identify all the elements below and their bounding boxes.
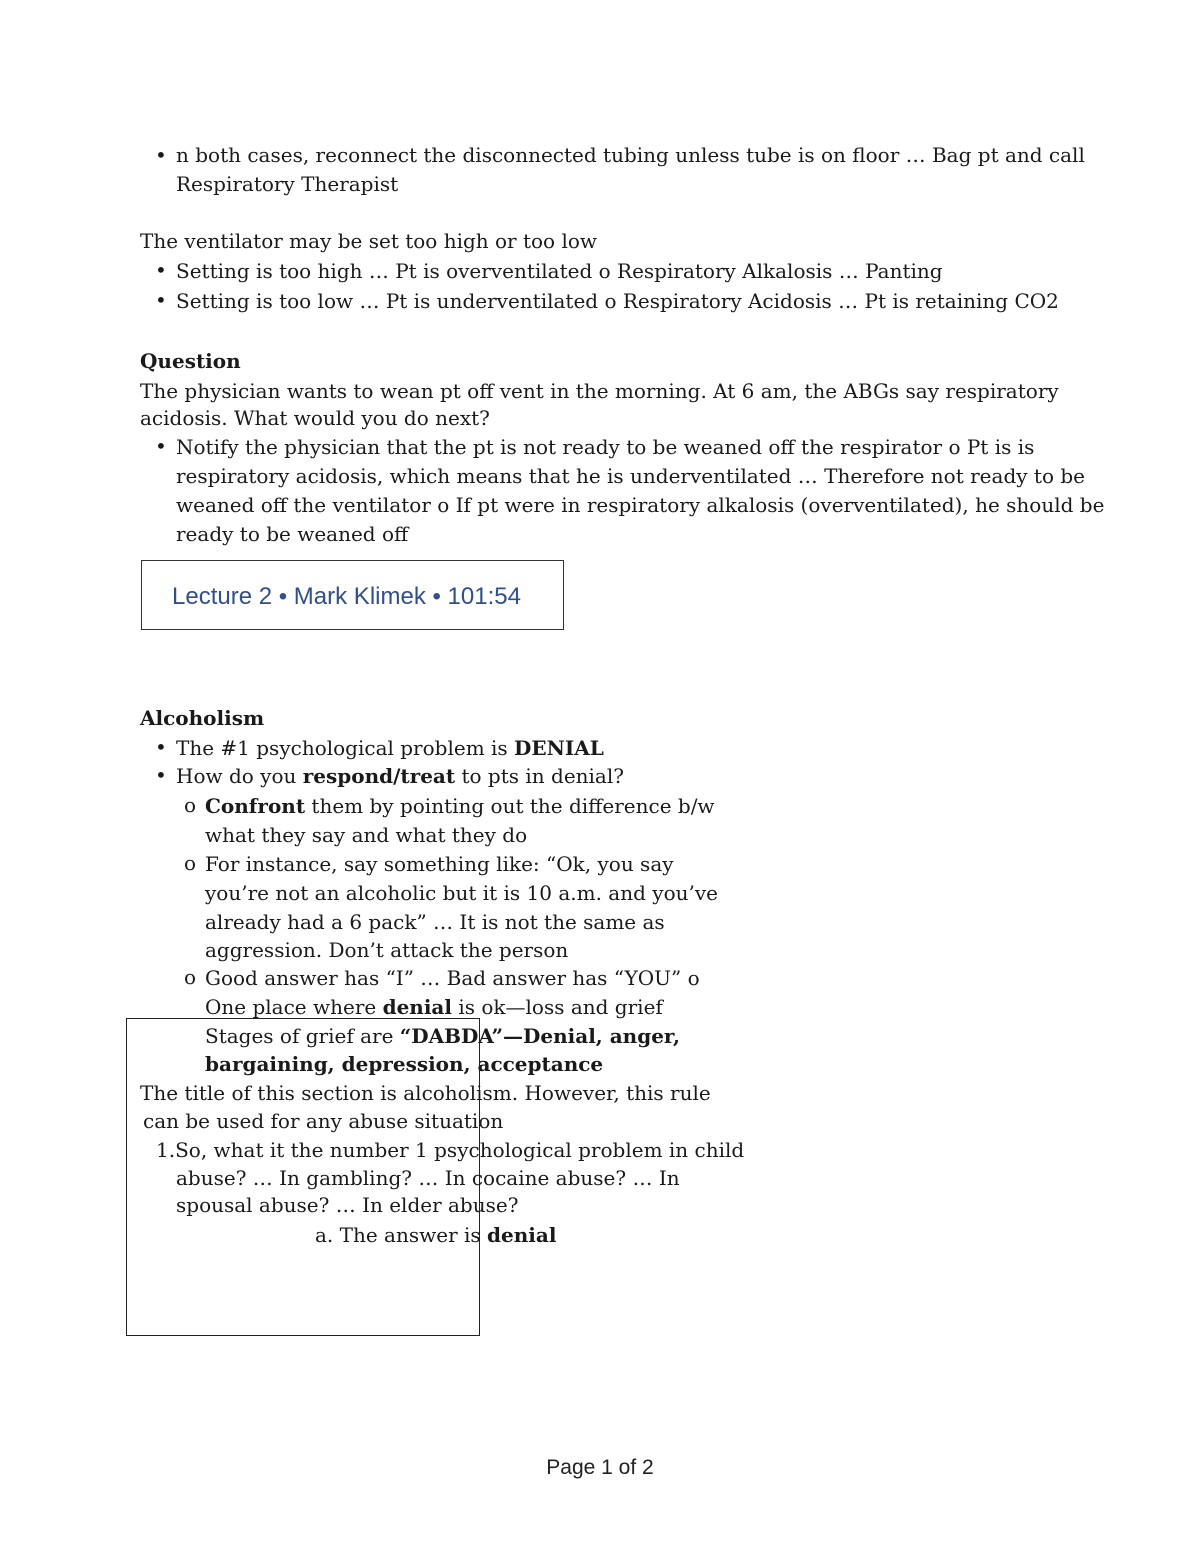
text-line: what they say and what they do xyxy=(205,823,528,847)
text: to pts in denial? xyxy=(455,764,624,788)
sub-marker: o xyxy=(184,851,197,875)
text: is ok—loss and grief xyxy=(451,995,663,1019)
text-line: you’re not an alcoholic but it is 10 a.m. and you’ve xyxy=(205,881,718,905)
bold-text: respond/treat xyxy=(302,764,456,788)
text-line: abuse? … In gambling? … In cocaine abuse? … In xyxy=(176,1166,680,1190)
section-heading: Alcoholism xyxy=(140,706,265,730)
text: them by pointing out the difference b/w xyxy=(305,794,715,818)
lecture-label: Lecture 2 • Mark Klimek • 101:54 xyxy=(172,583,521,610)
text-line: aggression. Don’t attack the person xyxy=(205,938,569,962)
bullet-marker: • xyxy=(155,258,167,282)
paragraph-intro: The ventilator may be set too high or too low xyxy=(140,229,598,253)
section-heading: Question xyxy=(140,349,241,373)
text-line: acidosis. What would you do next? xyxy=(140,406,490,430)
text-line: Respiratory Therapist xyxy=(176,172,399,196)
bold-text: denial xyxy=(487,1223,557,1247)
text: The #1 psychological problem is xyxy=(176,736,515,760)
bold-text: Confront xyxy=(205,794,306,818)
answer-line xyxy=(315,1221,556,1250)
sub-list-item: Good answer has “I” … Bad answer has “YOU” o xyxy=(205,966,700,990)
text: a. The answer is xyxy=(315,1223,488,1247)
text-line: respiratory acidosis, which means that he is underventilated … Therefore not ready to be xyxy=(176,464,1085,488)
list-item xyxy=(176,762,624,791)
text: How do you xyxy=(176,764,303,788)
note-line: can be used for any abuse situation xyxy=(143,1109,504,1133)
bold-text: DENIAL xyxy=(514,736,604,760)
numbered-item: 1.So, what it the number 1 psychological problem in child xyxy=(156,1138,745,1162)
text-line: already had a 6 pack” … It is not the same as xyxy=(205,910,665,934)
sub-list-item: For instance, say something like: “Ok, you say xyxy=(205,852,674,876)
sub-marker: o xyxy=(184,793,197,817)
sub-list-item xyxy=(205,792,715,821)
list-item xyxy=(176,734,604,763)
lecture-box xyxy=(141,560,564,630)
text-line: ready to be weaned off xyxy=(176,522,409,546)
list-item: Setting is too low … Pt is underventilated o Respiratory Acidosis … Pt is retaining CO2 xyxy=(176,289,1059,313)
bullet-marker: • xyxy=(155,288,167,312)
bullet-marker: • xyxy=(155,763,167,787)
bullet-marker: • xyxy=(155,143,167,167)
bullet-marker: • xyxy=(155,735,167,759)
text-line: spousal abuse? … In elder abuse? xyxy=(176,1193,519,1217)
text-line: n both cases, reconnect the disconnected tubing unless tube is on floor … Bag pt and call xyxy=(176,143,1085,167)
text: Stages of grief are xyxy=(205,1024,400,1048)
list-item: Notify the physician that the pt is not ready to be weaned off the respirator o Pt is is xyxy=(176,435,1035,459)
bold-text: “DABDA”—Denial, anger, xyxy=(399,1024,680,1048)
sub-marker: o xyxy=(184,965,197,989)
list-item: Setting is too high … Pt is overventilated o Respiratory Alkalosis … Panting xyxy=(176,259,943,283)
text-line: The physician wants to wean pt off vent in the morning. At 6 am, the ABGs say respiratory xyxy=(140,379,1059,403)
note-line: The title of this section is alcoholism. However, this rule xyxy=(140,1081,711,1105)
bullet-marker: • xyxy=(155,434,167,458)
text: One place where xyxy=(205,995,383,1019)
text-line: weaned off the ventilator o If pt were in respiratory alkalosis (overventilated), he should be xyxy=(176,493,1105,517)
bold-text: denial xyxy=(382,995,452,1019)
text-line: bargaining, depression, acceptance xyxy=(205,1052,604,1076)
page-number: Page 1 of 2 xyxy=(546,1456,654,1479)
